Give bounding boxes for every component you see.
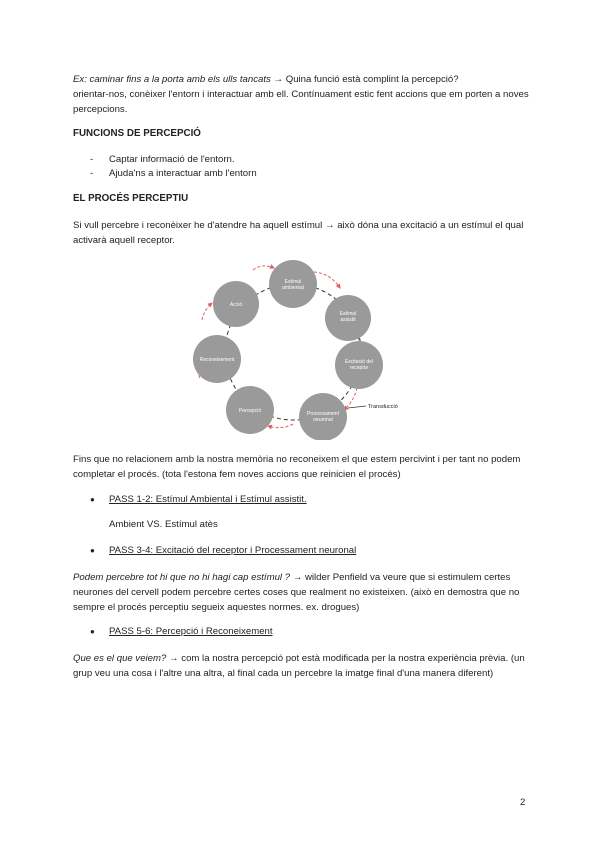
node-estimul-assistit <box>325 295 371 341</box>
transduccio-pointer <box>348 406 366 408</box>
perceptual-process-diagram <box>190 258 415 440</box>
svg-text:Estímul: Estímul <box>284 279 302 285</box>
list-item: - Captar informació de l'entorn. <box>90 154 235 165</box>
list-item-text: Ajuda'ns a interactuar amb l'entorn <box>109 168 257 179</box>
penfield-question: Podem percebre tot hi que no hi hagi cap estímul ? <box>73 572 291 583</box>
svg-text:Estímul: Estímul <box>339 311 357 317</box>
veiem-answer: → com la nostra percepció pot està modificada per la nostra experiència prèvia. (un grup veu una cosa i l'altre una altra, al final cada un percebre la imatge final d'una manera diferent) <box>73 653 525 679</box>
node-percepcio <box>226 386 274 434</box>
penfield-answer: → wilder Penfield va veure que si estimulem certes neurones del cervell podem percebre certes coses que realment no existeixen. (això en demostra que no sempre el procés perceptiu segueix aquestes normes. ex. drogues) <box>73 572 520 613</box>
page-number: 2 <box>520 797 526 808</box>
list-item: ● PASS 1-2: Estímul Ambiental i Estímul assistit. <box>90 494 307 505</box>
svg-text:neuronal: neuronal <box>313 417 333 423</box>
svg-text:Acció: Acció <box>229 302 243 308</box>
svg-text:Reconeixement: Reconeixement <box>199 357 235 363</box>
veiem-question: Que es el que veiem? <box>73 653 167 664</box>
intro-question: → Quina funció està complint la percepció? <box>270 74 459 85</box>
after-diagram-paragraph: Fins que no relacionem amb la nostra memòria no reconeixem el que estem percivint i per tant no podem completar el procés. (tota l'estona fem noves accions que reinicien el procés) <box>73 454 521 480</box>
pass-1-2-label: PASS 1-2: Estímul Ambiental i Estímul assistit. <box>109 494 307 505</box>
pass-5-6-label: PASS 5-6: Percepció i Reconeixement <box>109 626 273 637</box>
node-estimul-ambiental <box>269 260 317 308</box>
funcions-heading: FUNCIONS DE PERCEPCIÓ <box>73 128 201 139</box>
intro-paragraph <box>73 72 533 117</box>
node-excitacio-receptor <box>335 341 383 389</box>
intro-example: Ex: caminar fins a la porta amb els ulls tancats <box>73 74 271 85</box>
proces-paragraph: Si vull percebre i reconèixer he d'atendre ha aquell estímul → això dóna una excitació a un estímul el qual activarà aquell receptor. <box>73 220 524 246</box>
proces-heading: EL PROCÉS PERCEPTIU <box>73 193 189 204</box>
node-accio <box>213 281 259 327</box>
svg-text:Excitació del: Excitació del <box>344 359 374 365</box>
list-item-text: Captar informació de l'entorn. <box>109 154 235 165</box>
intro-line2: orientar-nos, conèixer l'entorn i interactuar amb ell. Contínuament estic fent accions que em porten a noves percepcions. <box>73 89 529 115</box>
list-item: - Ajuda'ns a interactuar amb l'entorn <box>90 168 257 179</box>
node-processament-neuronal <box>299 393 347 440</box>
list-item: ● PASS 3-4: Excitació del receptor i Processament neuronal <box>90 545 357 556</box>
list-item: ● PASS 5-6: Percepció i Reconeixement <box>90 626 273 637</box>
svg-text:assistit: assistit <box>340 317 356 323</box>
svg-text:Percepció: Percepció <box>238 408 262 414</box>
node-reconeixement <box>193 335 241 383</box>
svg-text:Processament: Processament <box>307 411 339 417</box>
svg-text:receptor: receptor <box>349 365 369 371</box>
veiem-paragraph <box>73 651 533 681</box>
pass-3-4-label: PASS 3-4: Excitació del receptor i Processament neuronal <box>109 545 357 556</box>
transduccio-label: Transducció <box>368 404 398 410</box>
pass-1-2-note: Ambient VS. Estímul atès <box>109 519 218 530</box>
svg-text:ambiental: ambiental <box>282 285 304 291</box>
penfield-paragraph <box>73 570 533 615</box>
